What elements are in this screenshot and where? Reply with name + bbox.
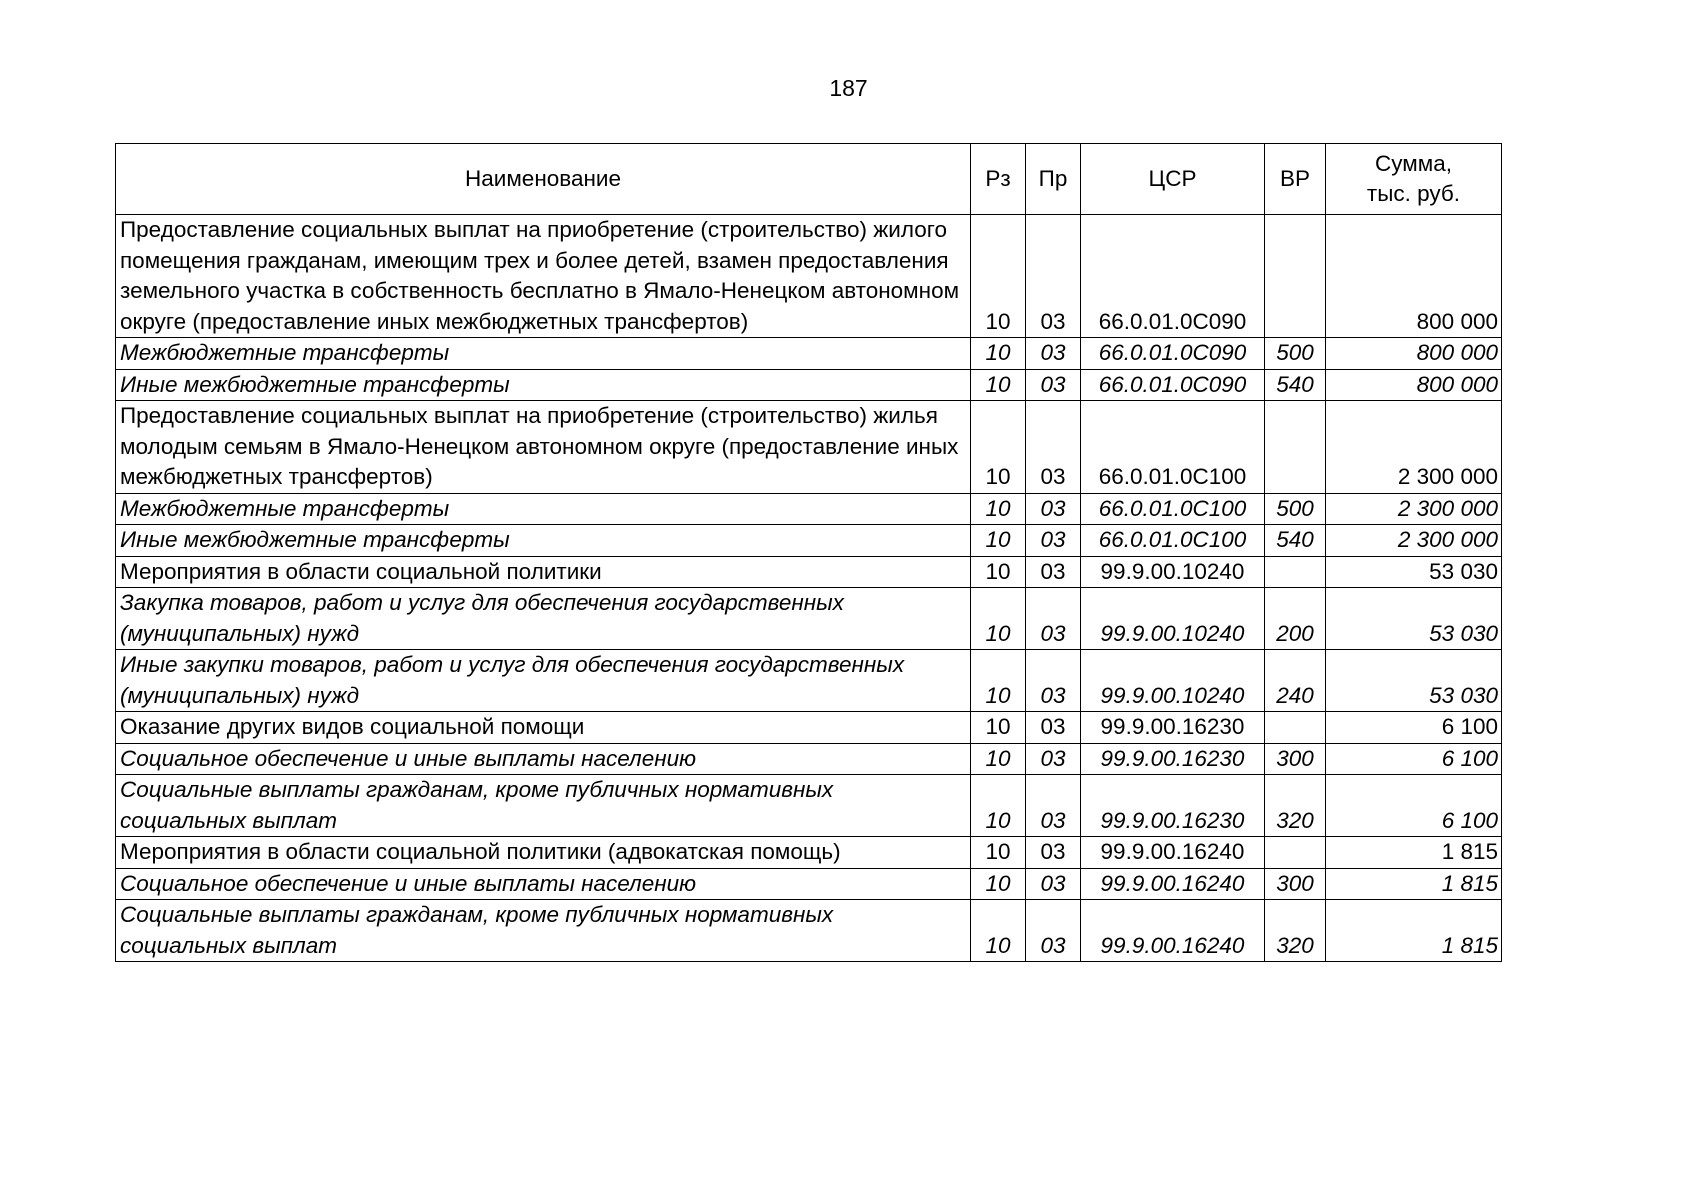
cell-vr: 320 xyxy=(1265,775,1326,837)
cell-pr: 03 xyxy=(1026,369,1081,401)
cell-name: Предоставление социальных выплат на приобретение (строительство) жилья молодым семьям в Ямало-Ненецком автономном округе (предоставление иных межбюджетных трансфертов) xyxy=(116,401,971,494)
cell-rz: 10 xyxy=(971,588,1026,650)
cell-pr: 03 xyxy=(1026,588,1081,650)
cell-name: Закупка товаров, работ и услуг для обеспечения государственных (муниципальных) нужд xyxy=(116,588,971,650)
cell-sum: 53 030 xyxy=(1326,650,1502,712)
table-row xyxy=(116,900,1502,962)
cell-name: Иные межбюджетные трансферты xyxy=(116,369,971,401)
cell-sum: 53 030 xyxy=(1326,556,1502,588)
cell-vr xyxy=(1265,712,1326,744)
table-row xyxy=(116,712,1502,744)
cell-csr: 99.9.00.16230 xyxy=(1081,743,1265,775)
cell-vr xyxy=(1265,556,1326,588)
cell-sum: 800 000 xyxy=(1326,215,1502,338)
table-row xyxy=(116,743,1502,775)
header-sum-line1: Сумма, xyxy=(1375,151,1452,176)
cell-pr: 03 xyxy=(1026,401,1081,494)
cell-pr: 03 xyxy=(1026,837,1081,869)
cell-sum: 800 000 xyxy=(1326,338,1502,370)
budget-table xyxy=(115,143,1502,962)
cell-vr: 300 xyxy=(1265,868,1326,900)
header-csr: ЦСР xyxy=(1081,144,1265,215)
cell-rz: 10 xyxy=(971,775,1026,837)
cell-name: Социальные выплаты гражданам, кроме публичных нормативных социальных выплат xyxy=(116,775,971,837)
cell-sum: 1 815 xyxy=(1326,900,1502,962)
header-rz: Рз xyxy=(971,144,1026,215)
table-row xyxy=(116,868,1502,900)
table-row xyxy=(116,215,1502,338)
cell-csr: 99.9.00.16240 xyxy=(1081,900,1265,962)
cell-name: Мероприятия в области социальной политики (адвокатская помощь) xyxy=(116,837,971,869)
cell-sum: 53 030 xyxy=(1326,588,1502,650)
cell-rz: 10 xyxy=(971,837,1026,869)
cell-pr: 03 xyxy=(1026,556,1081,588)
page-number: 187 xyxy=(829,75,868,101)
cell-vr: 300 xyxy=(1265,743,1326,775)
cell-rz: 10 xyxy=(971,556,1026,588)
table-header xyxy=(116,144,1502,215)
cell-rz: 10 xyxy=(971,743,1026,775)
cell-pr: 03 xyxy=(1026,338,1081,370)
cell-csr: 66.0.01.0С100 xyxy=(1081,493,1265,525)
cell-pr: 03 xyxy=(1026,650,1081,712)
header-sum-line2: тыс. руб. xyxy=(1366,181,1461,206)
cell-csr: 99.9.00.16240 xyxy=(1081,868,1265,900)
header-row xyxy=(116,144,1502,215)
cell-csr: 99.9.00.10240 xyxy=(1081,650,1265,712)
cell-rz: 10 xyxy=(971,215,1026,338)
table-row xyxy=(116,588,1502,650)
cell-sum: 2 300 000 xyxy=(1326,525,1502,557)
cell-sum: 1 815 xyxy=(1326,868,1502,900)
table-row xyxy=(116,837,1502,869)
cell-pr: 03 xyxy=(1026,743,1081,775)
cell-pr: 03 xyxy=(1026,215,1081,338)
cell-name: Межбюджетные трансферты xyxy=(116,338,971,370)
cell-sum: 6 100 xyxy=(1326,712,1502,744)
cell-name: Мероприятия в области социальной политики xyxy=(116,556,971,588)
table-row xyxy=(116,401,1502,494)
cell-rz: 10 xyxy=(971,401,1026,494)
cell-rz: 10 xyxy=(971,338,1026,370)
cell-sum: 6 100 xyxy=(1326,743,1502,775)
cell-vr: 320 xyxy=(1265,900,1326,962)
cell-csr: 66.0.01.0С090 xyxy=(1081,369,1265,401)
cell-name: Оказание других видов социальной помощи xyxy=(116,712,971,744)
table-row xyxy=(116,775,1502,837)
cell-sum: 2 300 000 xyxy=(1326,401,1502,494)
cell-sum: 800 000 xyxy=(1326,369,1502,401)
cell-pr: 03 xyxy=(1026,525,1081,557)
cell-vr: 540 xyxy=(1265,369,1326,401)
cell-vr: 540 xyxy=(1265,525,1326,557)
cell-csr: 99.9.00.10240 xyxy=(1081,556,1265,588)
cell-csr: 99.9.00.16230 xyxy=(1081,775,1265,837)
cell-name: Межбюджетные трансферты xyxy=(116,493,971,525)
cell-vr xyxy=(1265,837,1326,869)
cell-csr: 99.9.00.10240 xyxy=(1081,588,1265,650)
cell-pr: 03 xyxy=(1026,775,1081,837)
table-row xyxy=(116,650,1502,712)
cell-sum: 1 815 xyxy=(1326,837,1502,869)
cell-rz: 10 xyxy=(971,900,1026,962)
table-row xyxy=(116,369,1502,401)
cell-rz: 10 xyxy=(971,369,1026,401)
cell-csr: 99.9.00.16230 xyxy=(1081,712,1265,744)
cell-pr: 03 xyxy=(1026,493,1081,525)
cell-rz: 10 xyxy=(971,493,1026,525)
cell-rz: 10 xyxy=(971,650,1026,712)
cell-rz: 10 xyxy=(971,525,1026,557)
cell-rz: 10 xyxy=(971,712,1026,744)
cell-csr: 66.0.01.0С100 xyxy=(1081,401,1265,494)
cell-csr: 66.0.01.0С100 xyxy=(1081,525,1265,557)
cell-name: Социальное обеспечение и иные выплаты населению xyxy=(116,743,971,775)
table-row xyxy=(116,525,1502,557)
table-row xyxy=(116,556,1502,588)
table-row xyxy=(116,338,1502,370)
cell-vr: 240 xyxy=(1265,650,1326,712)
table-body xyxy=(116,215,1502,962)
cell-name: Социальное обеспечение и иные выплаты населению xyxy=(116,868,971,900)
cell-sum: 6 100 xyxy=(1326,775,1502,837)
cell-name: Социальные выплаты гражданам, кроме публичных нормативных социальных выплат xyxy=(116,900,971,962)
header-vr: ВР xyxy=(1265,144,1326,215)
header-sum xyxy=(1326,144,1502,215)
table-row xyxy=(116,493,1502,525)
cell-sum: 2 300 000 xyxy=(1326,493,1502,525)
cell-vr xyxy=(1265,215,1326,338)
cell-name: Предоставление социальных выплат на приобретение (строительство) жилого помещения гражданам, имеющим трех и более детей, взамен предоставления земельного участка в собственность бесплатно в Ямало-Ненецком автономном округе (предоставление иных межбюджетных трансфертов) xyxy=(116,215,971,338)
cell-csr: 99.9.00.16240 xyxy=(1081,837,1265,869)
cell-vr xyxy=(1265,401,1326,494)
cell-pr: 03 xyxy=(1026,868,1081,900)
cell-csr: 66.0.01.0С090 xyxy=(1081,215,1265,338)
cell-name: Иные межбюджетные трансферты xyxy=(116,525,971,557)
cell-vr: 500 xyxy=(1265,493,1326,525)
cell-vr: 200 xyxy=(1265,588,1326,650)
cell-vr: 500 xyxy=(1265,338,1326,370)
header-pr: Пр xyxy=(1026,144,1081,215)
cell-pr: 03 xyxy=(1026,900,1081,962)
cell-name: Иные закупки товаров, работ и услуг для обеспечения государственных (муниципальных) нужд xyxy=(116,650,971,712)
cell-rz: 10 xyxy=(971,868,1026,900)
cell-csr: 66.0.01.0С090 xyxy=(1081,338,1265,370)
cell-pr: 03 xyxy=(1026,712,1081,744)
header-name: Наименование xyxy=(116,144,971,215)
